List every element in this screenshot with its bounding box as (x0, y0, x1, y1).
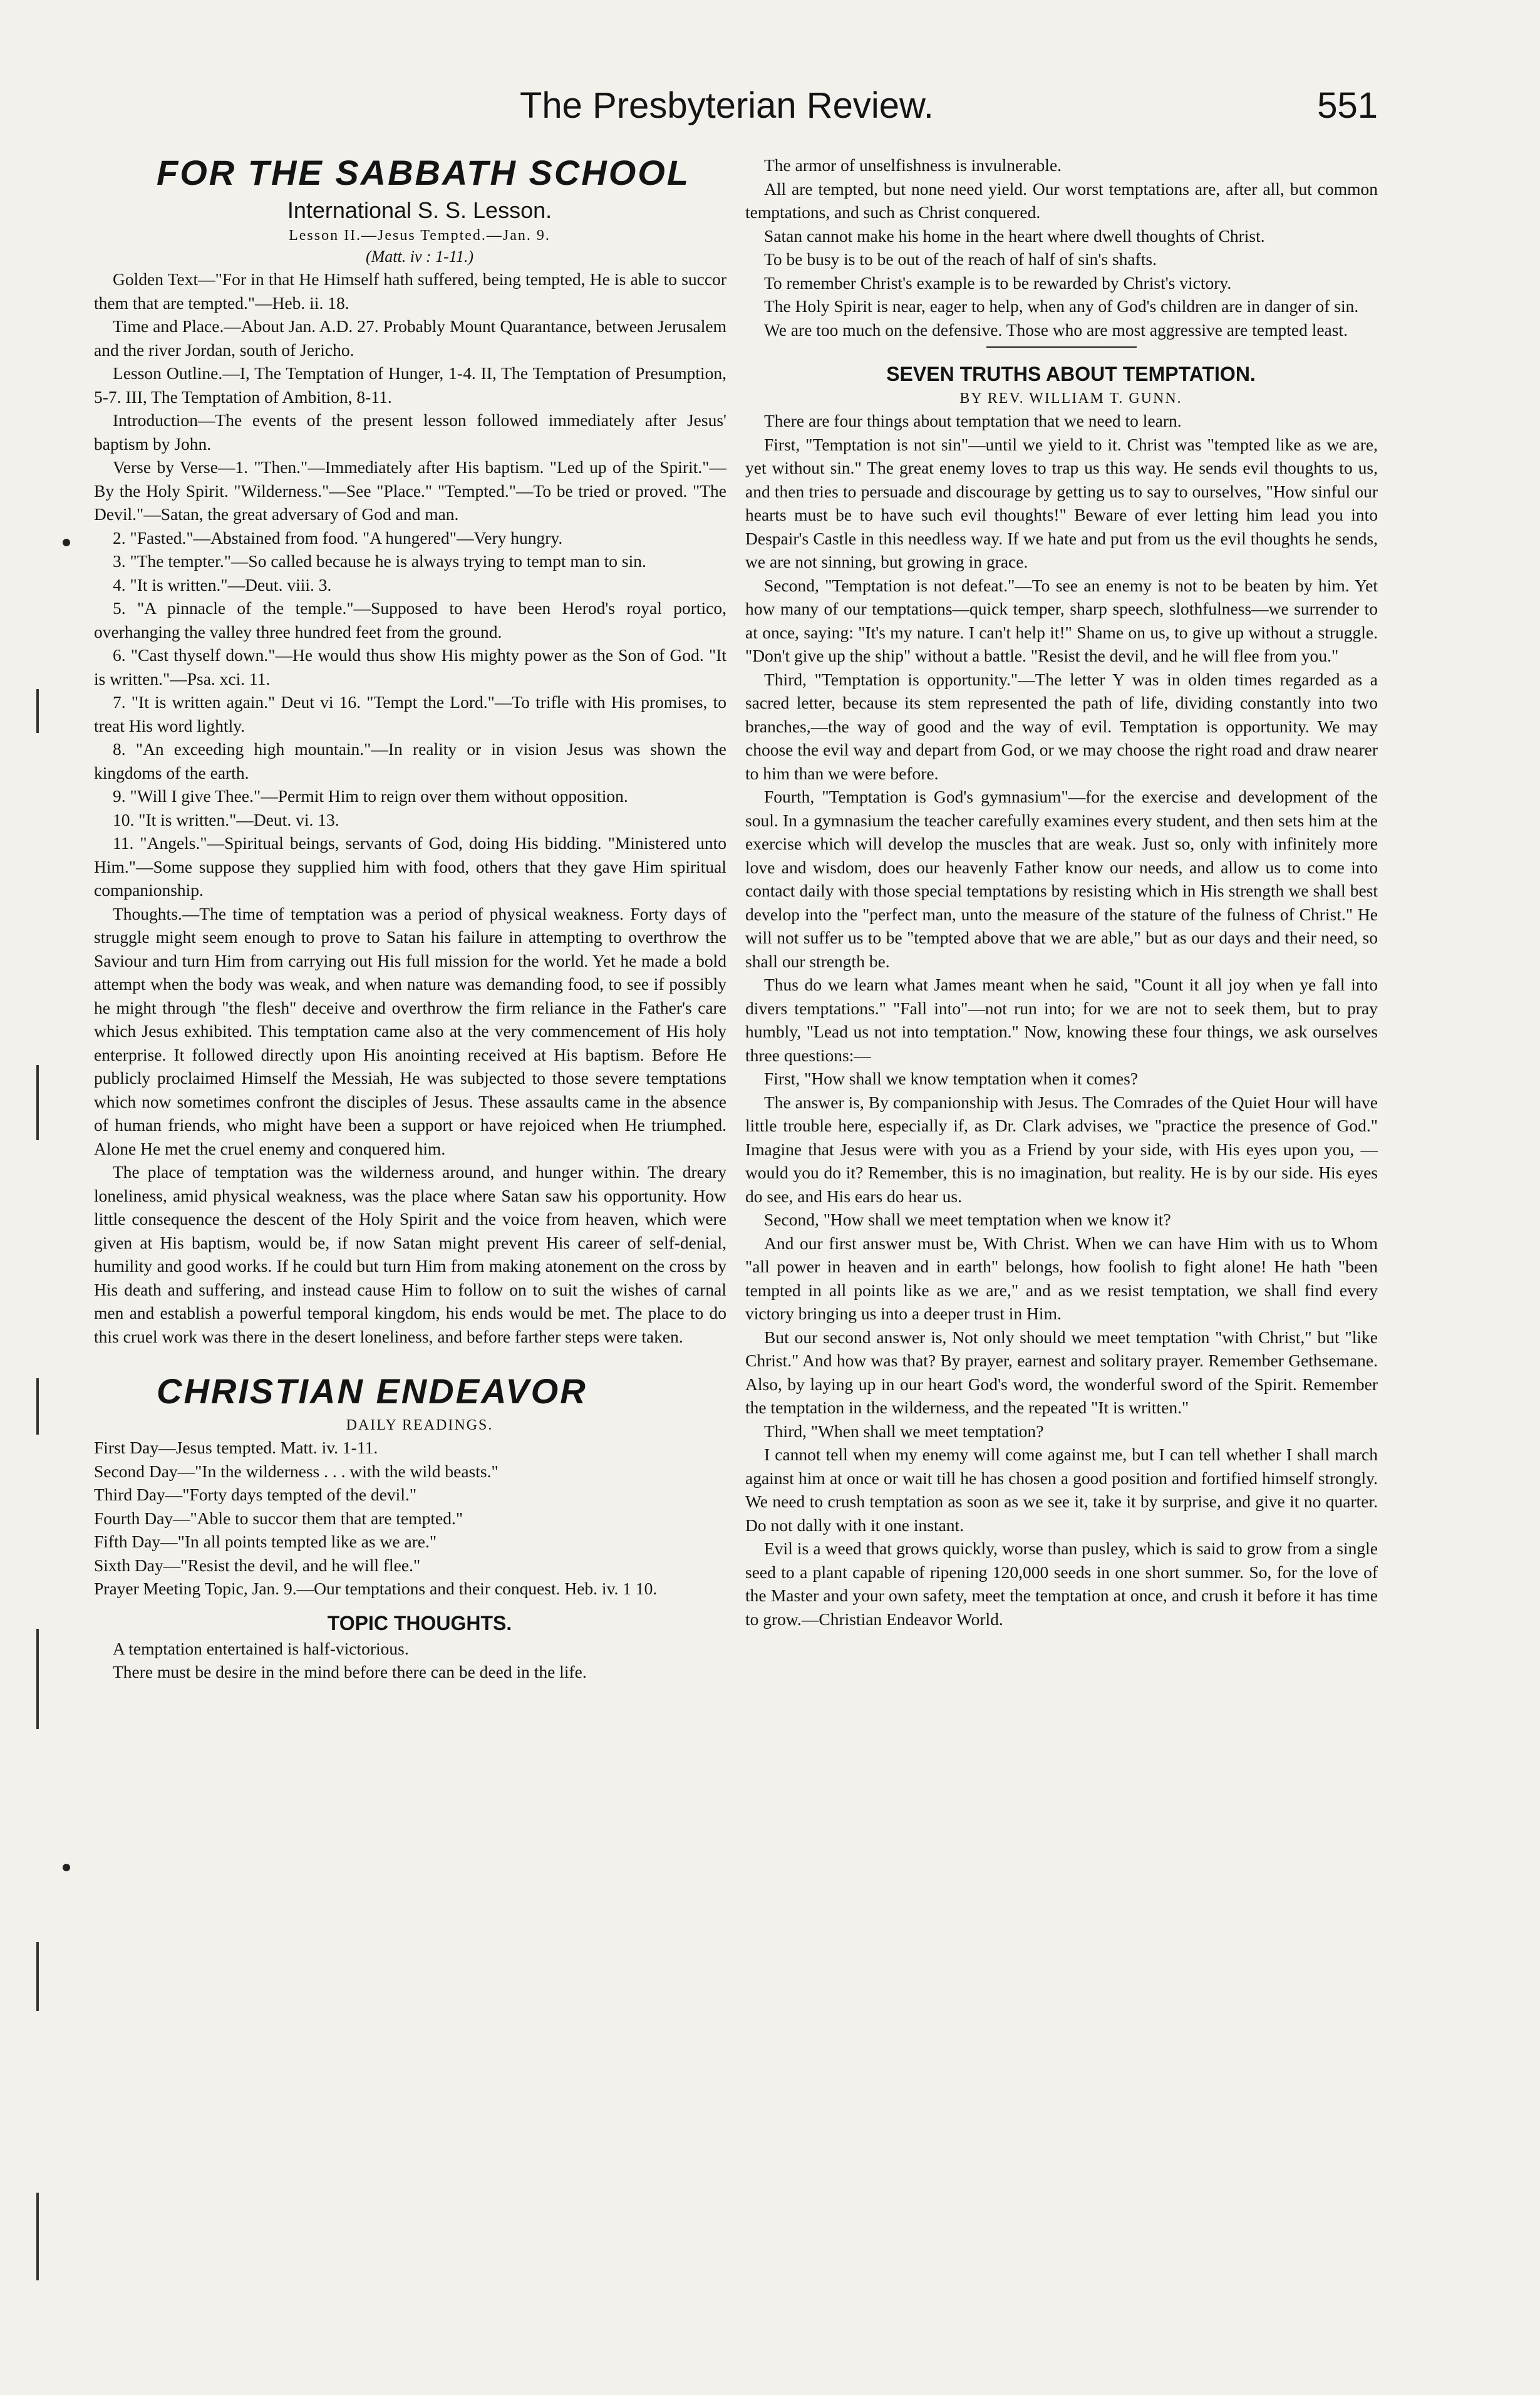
paragraph: There are four things about temptation that we need to learn. (764, 411, 1182, 430)
topic-line: There must be desire in the mind before there can be deed in the life. (113, 1662, 587, 1681)
paragraph: 5. "A pinnacle of the temple."—Supposed to have been Herod's royal portico, overhanging the valley three hundred feet from the ground. (94, 598, 726, 642)
paragraph: 6. "Cast thyself down."—He would thus show His mighty power as the Son of God. "It is written."—Psa. xci. 11. (94, 645, 726, 688)
intro-line: To be busy is to be out of the reach of half of sin's shafts. (764, 249, 1157, 269)
topic-line: A temptation entertained is half-victorious. (113, 1638, 409, 1658)
daily-readings-label: DAILY READINGS. (346, 1417, 494, 1433)
reading-item: Third Day—"Forty days tempted of the devil." (94, 1485, 417, 1504)
right-column (745, 153, 1378, 1631)
left-column (94, 153, 726, 1684)
page-number: 551 (1317, 85, 1378, 126)
paragraph: 9. "Will I give Thee."—Permit Him to reign over them without opposition. (113, 786, 628, 806)
paragraph: I cannot tell when my enemy will come against me, but I can tell whether I shall march against him at once or wait till he has chosen a good position and fortified himself strongly. We need to crush temptation as soon as we see it, take it by surprise, and give it no quarter. Do not dally with it one instant. (745, 1445, 1378, 1535)
paragraph: Time and Place.—About Jan. A.D. 27. Probably Mount Quarantance, between Jerusalem and the river Jordan, south of Jericho. (94, 316, 726, 360)
divider-rule (986, 346, 1137, 348)
paragraph: 10. "It is written."—Deut. vi. 13. (113, 809, 339, 829)
scan-edge-mark (36, 689, 39, 733)
intro-line: All are tempted, but none need yield. Our worst temptations are, after all, but common temptations, and such as Christ conquered. (745, 179, 1378, 222)
paragraph: Second, "How shall we meet temptation when we know it? (764, 1210, 1171, 1229)
paragraph: 7. "It is written again." Deut vi 16. "Tempt the Lord."—To trifle with His promises, to treat His word lightly. (94, 692, 726, 735)
seven-truths-heading: SEVEN TRUTHS ABOUT TEMPTATION. (886, 363, 1256, 385)
paragraph: But our second answer is, Not only should we meet temptation "with Christ," but "like Christ." And how was that? By prayer, earnest and solitary prayer. Remember Gethsemane. Also, by laying up in our heart God's word, the wonderful sword of the Spirit. Remember the temptation in the wilderness, and the repeated "It is written." (745, 1327, 1378, 1417)
reading-item: First Day—Jesus tempted. Matt. iv. 1-11. (94, 1438, 378, 1457)
daily-readings-list (94, 1436, 726, 1601)
paragraph: Verse by Verse—1. "Then."—Immediately after His baptism. "Led up of the Spirit."—By the Holy Spirit. "Wilderness."—See "Place." "Tempted."—To be tried or proved. "The Devil."—Satan, the great adversary of God and man. (94, 457, 726, 524)
scan-edge-mark (36, 1942, 39, 2011)
topic-thoughts-heading: TOPIC THOUGHTS. (327, 1611, 512, 1634)
scan-edge-mark (36, 2193, 39, 2280)
intro-line: The armor of unselfishness is invulnerable. (764, 155, 1062, 175)
scripture-reference: (Matt. iv : 1-11.) (365, 247, 474, 266)
bullet-mark (63, 1864, 70, 1871)
paragraph: The place of temptation was the wilderness around, and hunger within. The dreary loneliness, amid physical weakness, was the place where Satan saw his opportunity. How little consequence the descent of the Holy Spirit and the voice from heaven, which were given at His baptism, would be, if now Satan might prevent His career of self-denial, humility and good works. If he could but turn Him from making atonement on the cross by His death and suffering, and instead cause Him to follow on to suit the wishes of carnal men and establish a powerful temporal kingdom, his ends would be met. The place to do this cruel work was there in the desert loneliness, and before farther steps were taken. (94, 1162, 726, 1346)
publication-title: The Presbyterian Review. (520, 85, 934, 126)
paragraph: 2. "Fasted."—Abstained from food. "A hungered"—Very hungry. (113, 527, 563, 548)
scan-edge-mark (36, 1629, 39, 1729)
paragraph: Introduction—The events of the present lesson followed immediately after Jesus' baptism by John. (94, 410, 726, 454)
page-header (438, 85, 1378, 135)
paragraph: Thus do we learn what James meant when he said, "Count it all joy when ye fall into divers temptations." "Fall into"—not run into; for we are not to seek them, but to pray humbly, "Lead us not into temptation." Now, knowing these four things, we ask ourselves three questions:— (745, 975, 1378, 1065)
reading-item: Fifth Day—"In all points tempted like as we are." (94, 1532, 437, 1551)
paragraph: 4. "It is written."—Deut. viii. 3. (113, 574, 332, 595)
paragraph: Second, "Temptation is not defeat."—To see an enemy is not to be beaten by him. Yet how many of our temptations—quick temper, sharp speech, slothfulness—we surrender to at once, saying: "It's my nature. I can't help it!" Shame on us, to give up without a struggle. "Don't give up the ship" without a battle. "Resist the devil, and he will flee from you." (745, 575, 1378, 665)
paragraph: Fourth, "Temptation is God's gymnasium"—for the exercise and development of the soul. In a gymnasium the teacher carefully examines every student, and then sets him at the exercise which will develop the muscles that are weak. Just so, only with infinitely more love and wisdom, does our heavenly Father know our needs, and allow us to come into contact daily with those special temptations by resisting which in His strength we shall best develop into the "perfect man, unto the measure of the stature of the fulness of Christ." He will not suffer us to be "tempted above that we are able," but as our days and their need, so shall our strength be. (745, 787, 1378, 971)
sabbath-school-heading: FOR THE SABBATH SCHOOL (157, 153, 691, 192)
paragraph: First, "Temptation is not sin"—until we yield to it. Christ was "tempted like as we are, yet without sin." The great enemy loves to trap us this way. He sends evil thoughts to us, and then tries to persuade and discourage by getting us to say to ourselves, "How sinful our hearts must be to have such evil thoughts!" Beware of ever letting him lead you into Despair's Castle in this needless way. If we hate and put from us the evil thoughts he sends, we are not sinning, but growing in grace. (745, 434, 1378, 571)
bullet-mark (63, 539, 70, 546)
reading-item: Sixth Day—"Resist the devil, and he will flee." (94, 1555, 421, 1575)
paragraph: First, "How shall we know temptation when it comes? (764, 1069, 1139, 1088)
paragraph: Lesson Outline.—I, The Temptation of Hunger, 1-4. II, The Temptation of Presumption, 5-7. III, The Temptation of Ambition, 8-11. (94, 363, 726, 407)
paragraph: And our first answer must be, With Christ. When we can have Him with us to Whom "all power in heaven and in earth" belongs, how foolish to fight alone! He hath "been tempted in all points like as we are," and as we resist temptation, we shall find every victory bringing us into a deeper trust in Him. (745, 1233, 1378, 1323)
paragraph: The answer is, By companionship with Jesus. The Comrades of the Quiet Hour will have little trouble here, especially if, as Dr. Clark advises, we "practice the presence of God." Imagine that Jesus were with you as a Friend by your side, with His eyes upon you, —would you do it? Remember, this is no imagination, but reality. He is by our side. His eyes do see, and His ears do hear us. (745, 1092, 1378, 1206)
intro-line: To remember Christ's example is to be rewarded by Christ's victory. (764, 273, 1232, 293)
paragraph: Golden Text—"For in that He Himself hath suffered, being tempted, He is able to succor them that are tempted."—Heb. ii. 18. (94, 269, 726, 313)
intro-line: We are too much on the defensive. Those who are most aggressive are tempted least. (764, 320, 1348, 340)
prayer-meeting-topic: Prayer Meeting Topic, Jan. 9.—Our temptations and their conquest. Heb. iv. 1 10. (94, 1579, 658, 1598)
intro-line: The Holy Spirit is near, eager to help, when any of God's children are in danger of sin. (764, 296, 1359, 316)
paragraph: Third, "Temptation is opportunity."—The letter Y was in olden times regarded as a sacred letter, because its stem represented the path of life, dividing constantly into two branches,—the way of good and the way of evil. Temptation is opportunity. We may choose the evil way and depart from God, or we may choose the right road and draw nearer to him than we were before. (745, 669, 1378, 783)
paragraph: 3. "The tempter."—So called because he is always trying to tempt man to sin. (113, 551, 646, 571)
article-byline: BY REV. WILLIAM T. GUNN. (959, 390, 1182, 407)
paragraph: Third, "When shall we meet temptation? (764, 1421, 1044, 1441)
paragraph: Evil is a weed that grows quickly, worse than pusley, which is said to grow from a single seed to a plant capable of ripening 120,000 seeds in one short summer. So, for the love of the Master and your own safety, meet the temptation at once, and crush it before it has time to grow.—Christian Endeavor World. (745, 1539, 1378, 1629)
paragraph: Thoughts.—The time of temptation was a period of physical weakness. Forty days of struggle might seem enough to prove to Satan his failure in attempting to overthrow the Saviour and turn Him from carrying out His full mission for the world. Yet he made a bold attempt when the body was weak, and when nature was demanding food, to see if possibly he might through "the flesh" deceive and overthrow the firm reliance in the Father's care which Jesus exhibited. This temptation came also at the very commencement of His holy enterprise. It followed directly upon His anointing received at His baptism. Before He publicly proclaimed Himself the Messiah, He was subjected to those severe temptations which now sometimes confront the disciples of Jesus. These assaults came in the absence of human friends, who might have been a support or have rejoiced when He triumphed. Alone He met the cruel enemy and conquered him. (94, 903, 726, 1158)
reading-item: Second Day—"In the wilderness . . . with the wild beasts." (94, 1461, 499, 1481)
paragraph: 11. "Angels."—Spiritual beings, servants of God, doing His bidding. "Ministered unto Him."—Some suppose they supplied him with food, others that they gave Him spiritual companionship. (94, 833, 726, 900)
scan-edge-mark (36, 1065, 39, 1140)
scan-edge-mark (36, 1378, 39, 1435)
christian-endeavor-heading: CHRISTIAN ENDEAVOR (157, 1371, 587, 1411)
intro-line: Satan cannot make his home in the heart where dwell thoughts of Christ. (764, 226, 1265, 246)
reading-item: Fourth Day—"Able to succor them that are tempted." (94, 1508, 463, 1528)
lesson-line: Lesson II.—Jesus Tempted.—Jan. 9. (289, 227, 550, 244)
lesson-subhead: International S. S. Lesson. (287, 197, 552, 223)
paragraph: 8. "An exceeding high mountain."—In reality or in vision Jesus was shown the kingdoms of the earth. (94, 739, 726, 782)
